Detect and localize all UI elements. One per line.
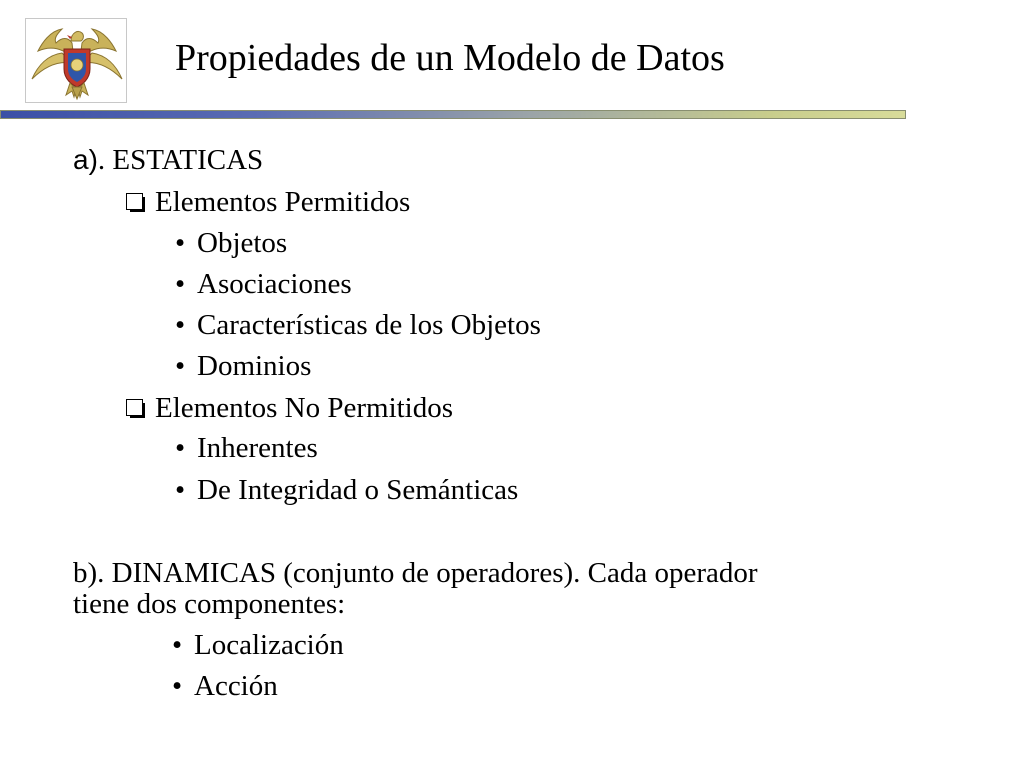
list-item [175,432,318,464]
static-section-label: . ESTATICAS [97,144,264,176]
logo [25,18,127,103]
bullet-icon: • [172,670,183,702]
group-heading-label: Elementos No Permitidos [155,392,454,424]
checkbox-bullet-icon [126,193,145,212]
bullet-icon: • [175,227,186,259]
list-item [175,474,518,506]
list-item-label: De Integridad o Semánticas [197,474,519,506]
bullet-icon: • [172,629,183,661]
list-item [175,309,541,341]
group-heading-label: Elementos Permitidos [155,186,411,218]
dynamic-section-line-2: tiene dos componentes: [73,588,346,620]
list-item [175,227,287,259]
dynamic-section-line-1: b). DINAMICAS (conjunto de operadores). Cada operador [73,557,758,589]
static-section-prefix: a) [73,144,98,175]
bullet-icon: • [175,474,186,506]
list-item [175,350,311,382]
list-item-label: Objetos [197,227,288,259]
bullet-icon: • [175,350,186,382]
checkbox-bullet-icon [126,399,145,418]
list-item-label: Localización [194,629,344,661]
list-item [172,629,344,661]
bullet-icon: • [175,268,186,300]
list-item [172,670,278,702]
list-item-label: Inherentes [197,432,318,464]
slide-title: Propiedades de un Modelo de Datos [175,37,725,79]
bullet-icon: • [175,309,186,341]
group-heading-permitidos [126,186,410,218]
bullet-icon: • [175,432,186,464]
list-item [175,268,352,300]
list-item-label: Asociaciones [197,268,352,300]
list-item-label: Dominios [197,350,312,382]
static-section-heading [73,144,263,176]
group-heading-no-permitidos [126,392,453,424]
list-item-label: Acción [194,670,278,702]
list-item-label: Características de los Objetos [197,309,541,341]
title-divider [0,110,906,119]
eagle-crest-icon [26,19,126,102]
